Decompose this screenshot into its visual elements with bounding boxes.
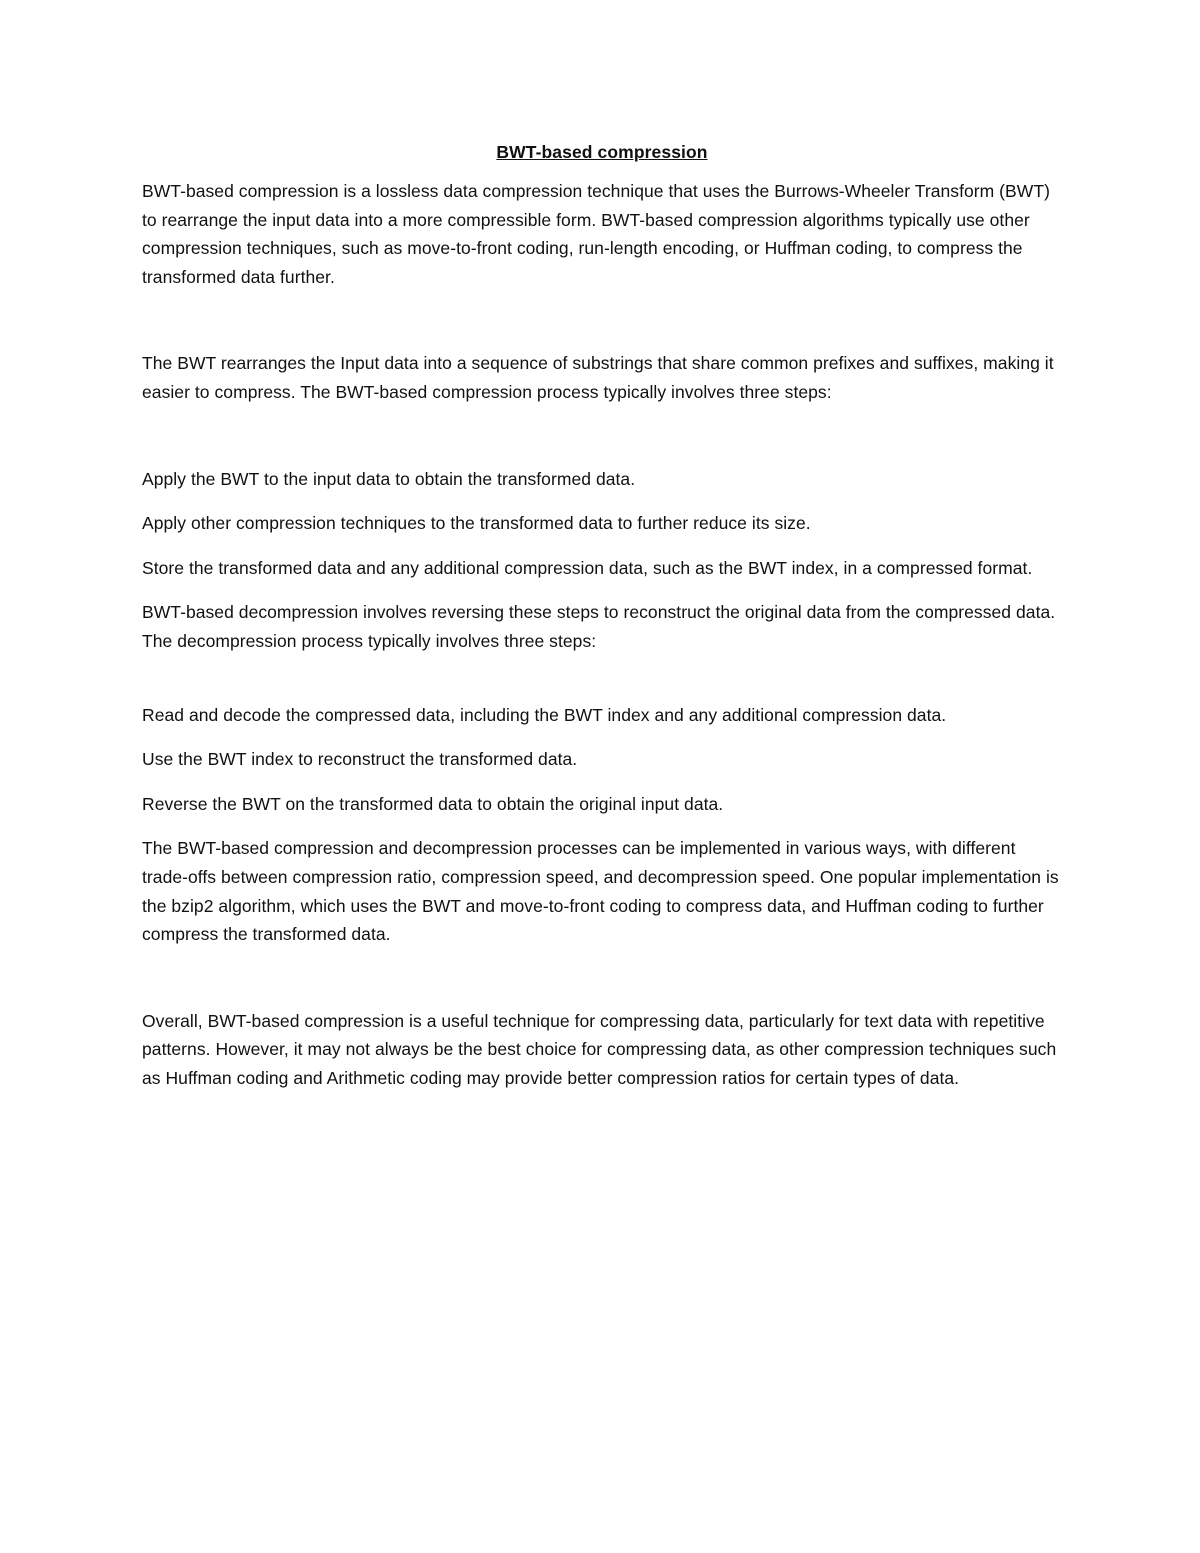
paragraph-overall: Overall, BWT-based compression is a useful technique for compressing data, particularly for text data with repetitive patterns. However, it may not always be the best choice for compressing data, as other compression techniques such as Huffman coding and Arithmetic coding may provide better compression ratios for certain types of data. bbox=[142, 1010, 1057, 1088]
paragraph-step-2: Apply other compression techniques to the transformed data to further reduce its size. bbox=[142, 513, 811, 534]
paragraph-decompression-step-1: Read and decode the compressed data, including the BWT index and any additional compression data. bbox=[142, 704, 947, 725]
paragraph-step-3: Store the transformed data and any additional compression data, such as the BWT index, in a compressed format. bbox=[142, 557, 1033, 578]
paragraph-decompression-intro: BWT-based decompression involves reversing these steps to reconstruct the original data from the compressed data. The decompression process typically involves three steps: bbox=[142, 602, 1056, 651]
document-body bbox=[142, 138, 1062, 1108]
paragraph-decompression-step-2: Use the BWT index to reconstruct the transformed data. bbox=[142, 749, 578, 770]
paragraph-implementations: The BWT-based compression and decompression processes can be implemented in various ways, with different trade-offs between compression ratio, compression speed, and decompression speed. One popular implementation is the bzip2 algorithm, which uses the BWT and move-to-front coding to compress data, and Huffman coding to further compress the transformed data. bbox=[142, 838, 1059, 945]
paragraph-step-1: Apply the BWT to the input data to obtain the transformed data. bbox=[142, 468, 636, 489]
document-title: BWT-based compression bbox=[496, 142, 708, 162]
paragraph-bwt-rearranges: The BWT rearranges the Input data into a sequence of substrings that share common prefixes and suffixes, making it easier to compress. The BWT-based compression process typically involves three steps: bbox=[142, 353, 1054, 402]
paragraph-decompression-step-3: Reverse the BWT on the transformed data to obtain the original input data. bbox=[142, 793, 724, 814]
paragraph-intro: BWT-based compression is a lossless data compression technique that uses the Burrows-Wheeler Transform (BWT) to rearrange the input data into a more compressible form. BWT-based compression algorithms typically use other compression techniques, such as move-to-front coding, run-length encoding, or Huffman coding, to compress the transformed data further. bbox=[142, 181, 1050, 287]
